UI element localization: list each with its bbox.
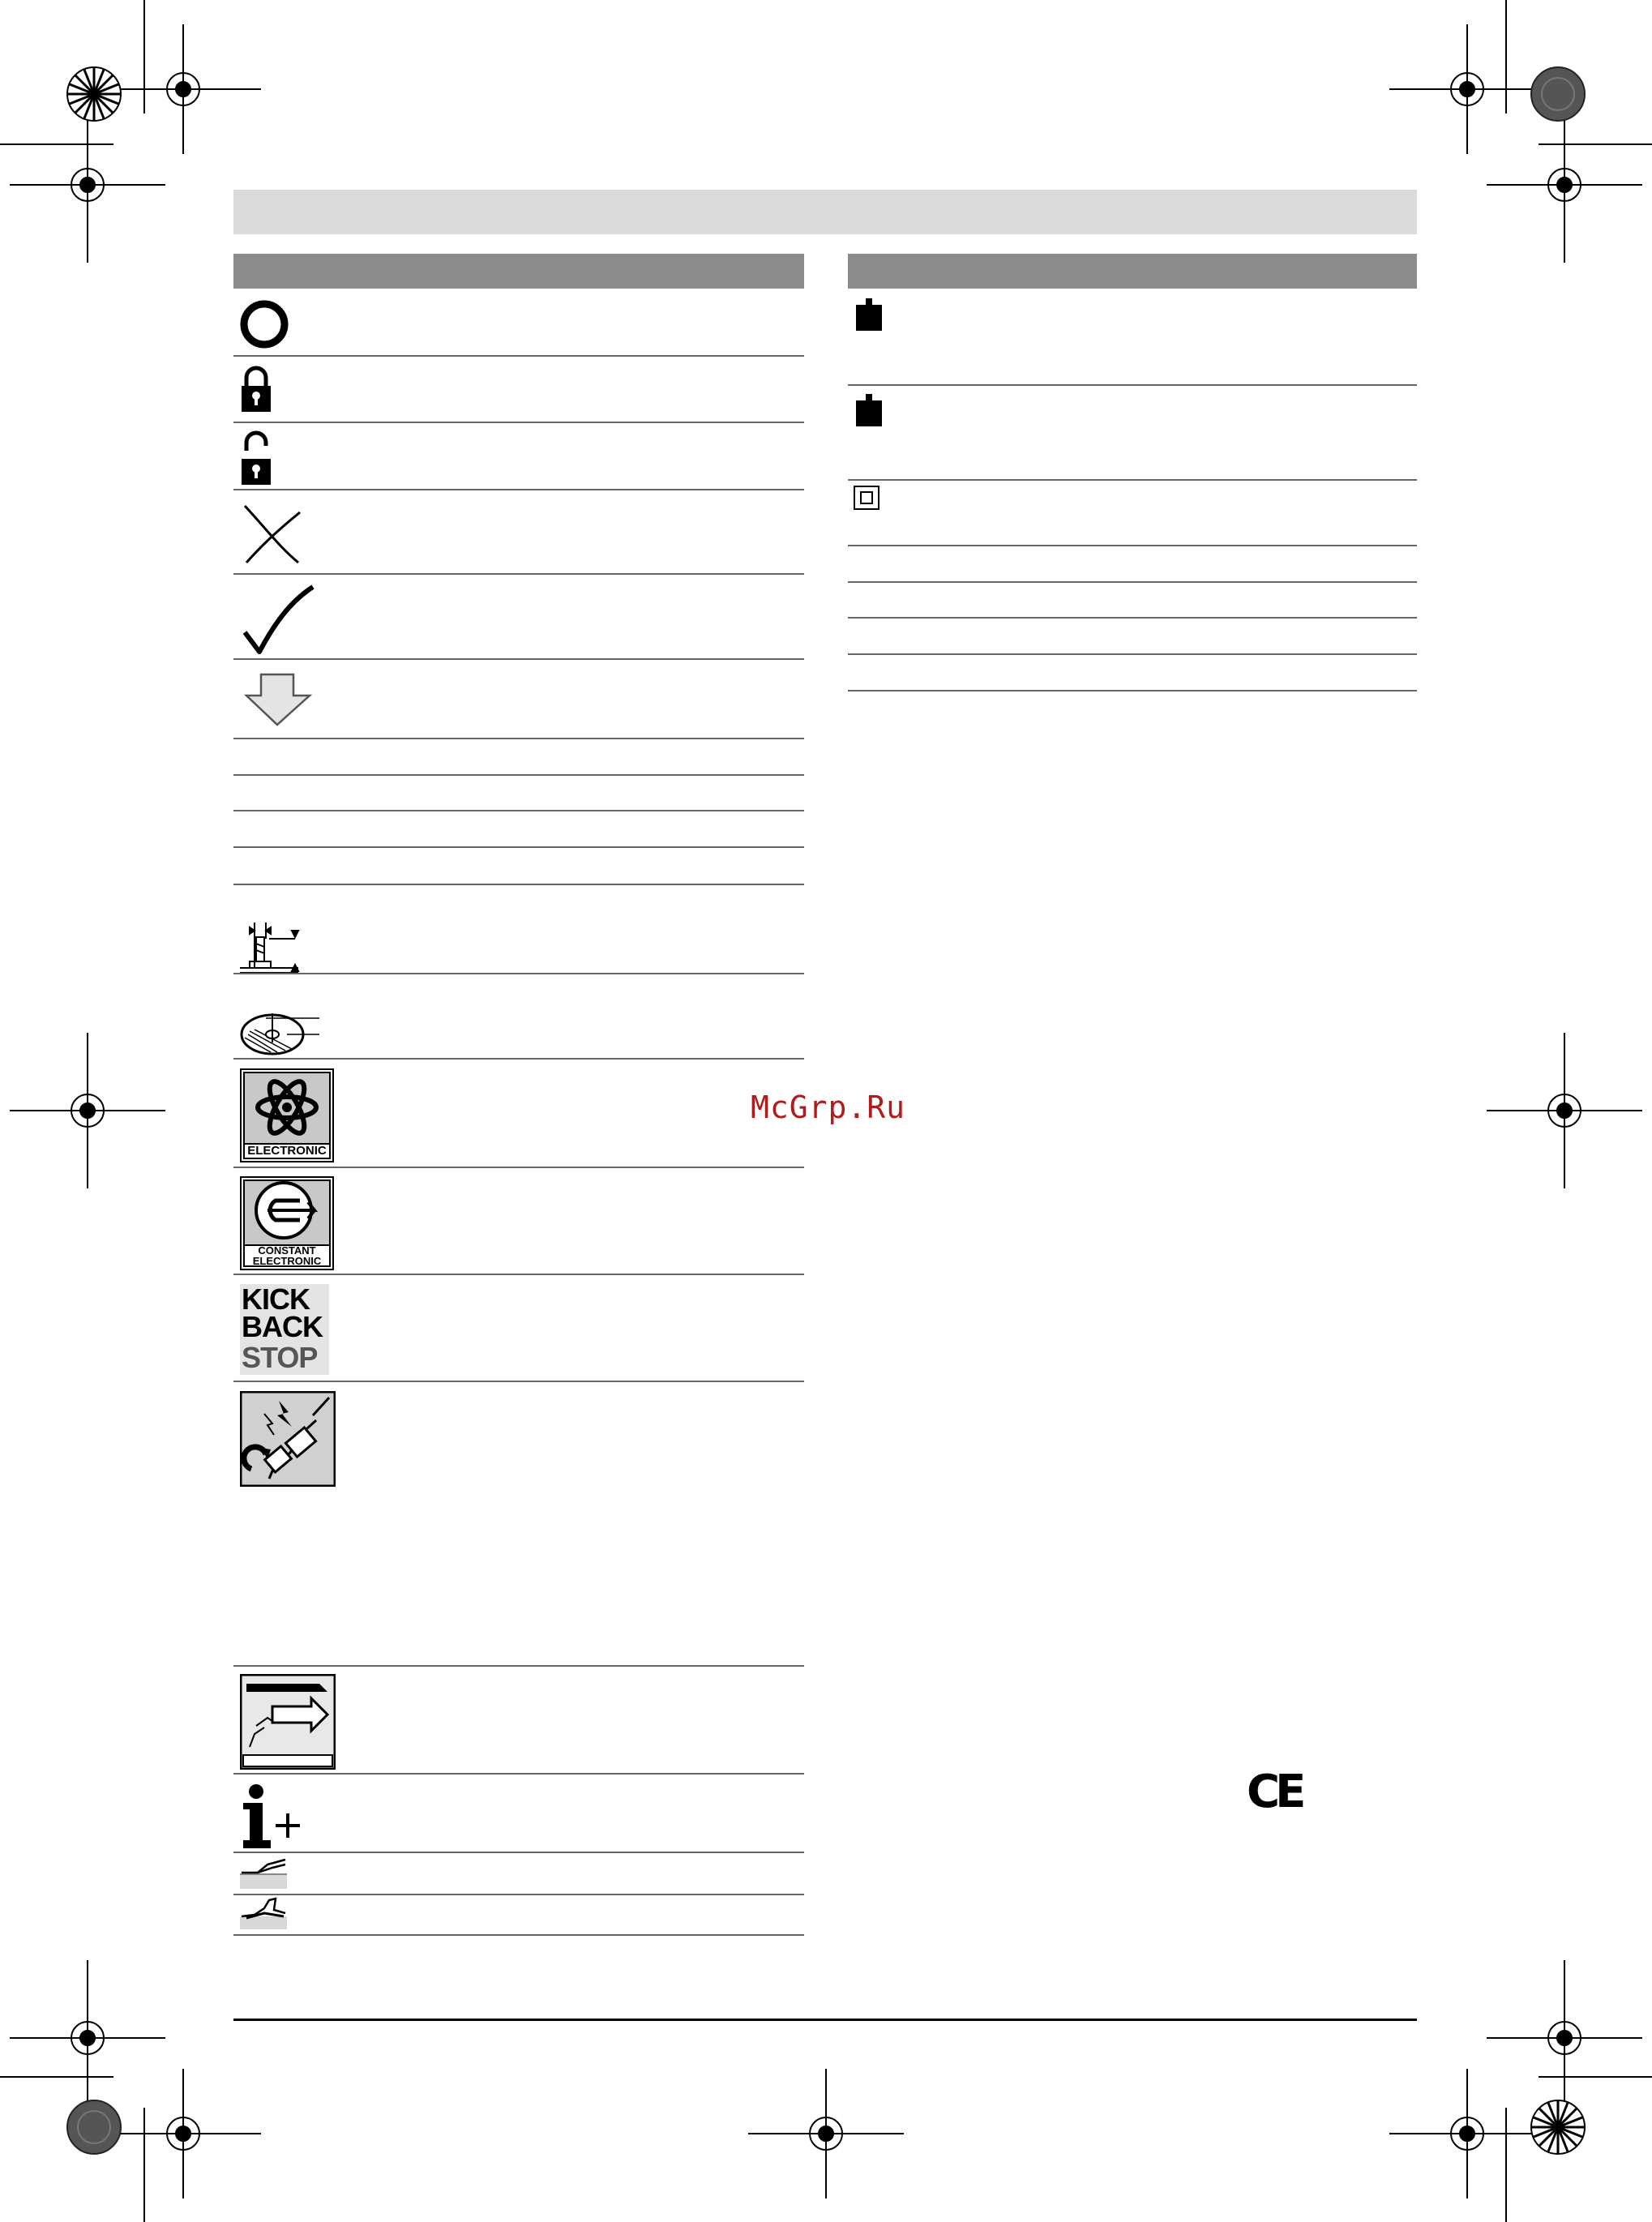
lock-icon — [238, 363, 274, 415]
kickback-stop-badge-icon — [240, 1284, 331, 1375]
off-circle-icon — [238, 298, 290, 350]
arrow-down-icon — [243, 671, 313, 728]
check-mark-icon — [242, 584, 316, 657]
electronic-badge-icon — [240, 1068, 334, 1162]
stop-label: STOP — [242, 1341, 318, 1374]
weight-icon — [854, 392, 885, 430]
weight-icon — [854, 297, 885, 334]
double-insulation-icon — [853, 485, 882, 512]
restart-protection-icon — [240, 1391, 336, 1487]
info-plus-icon — [242, 1783, 303, 1852]
tool-large-icon — [240, 1897, 289, 1931]
constant-label-line1: CONSTANT — [258, 1244, 316, 1257]
left-column-header — [233, 254, 804, 289]
footer-rule — [233, 2019, 1417, 2021]
kick-label: KICK — [242, 1282, 310, 1316]
electronic-label: ELECTRONIC — [247, 1144, 327, 1158]
back-label: BACK — [242, 1310, 323, 1343]
tool-small-icon — [240, 1856, 289, 1890]
starburst-disk-tl — [67, 67, 121, 121]
soft-start-icon — [240, 1674, 336, 1770]
watermark-text[interactable]: McGrp.Ru — [751, 1090, 906, 1125]
right-column-header — [848, 254, 1417, 289]
starburst-disk-br — [1531, 2100, 1585, 2154]
constant-electronic-badge-icon — [240, 1176, 334, 1270]
disc-diameter-icon — [238, 1010, 324, 1059]
constant-label-line2: ELECTRONIC — [252, 1255, 322, 1267]
cross-mark-icon — [242, 501, 303, 566]
cut-depth-icon — [237, 919, 303, 973]
page-header-bar — [233, 190, 1417, 234]
ce-mark: CE — [1247, 1766, 1302, 1818]
unlock-icon — [238, 430, 274, 488]
